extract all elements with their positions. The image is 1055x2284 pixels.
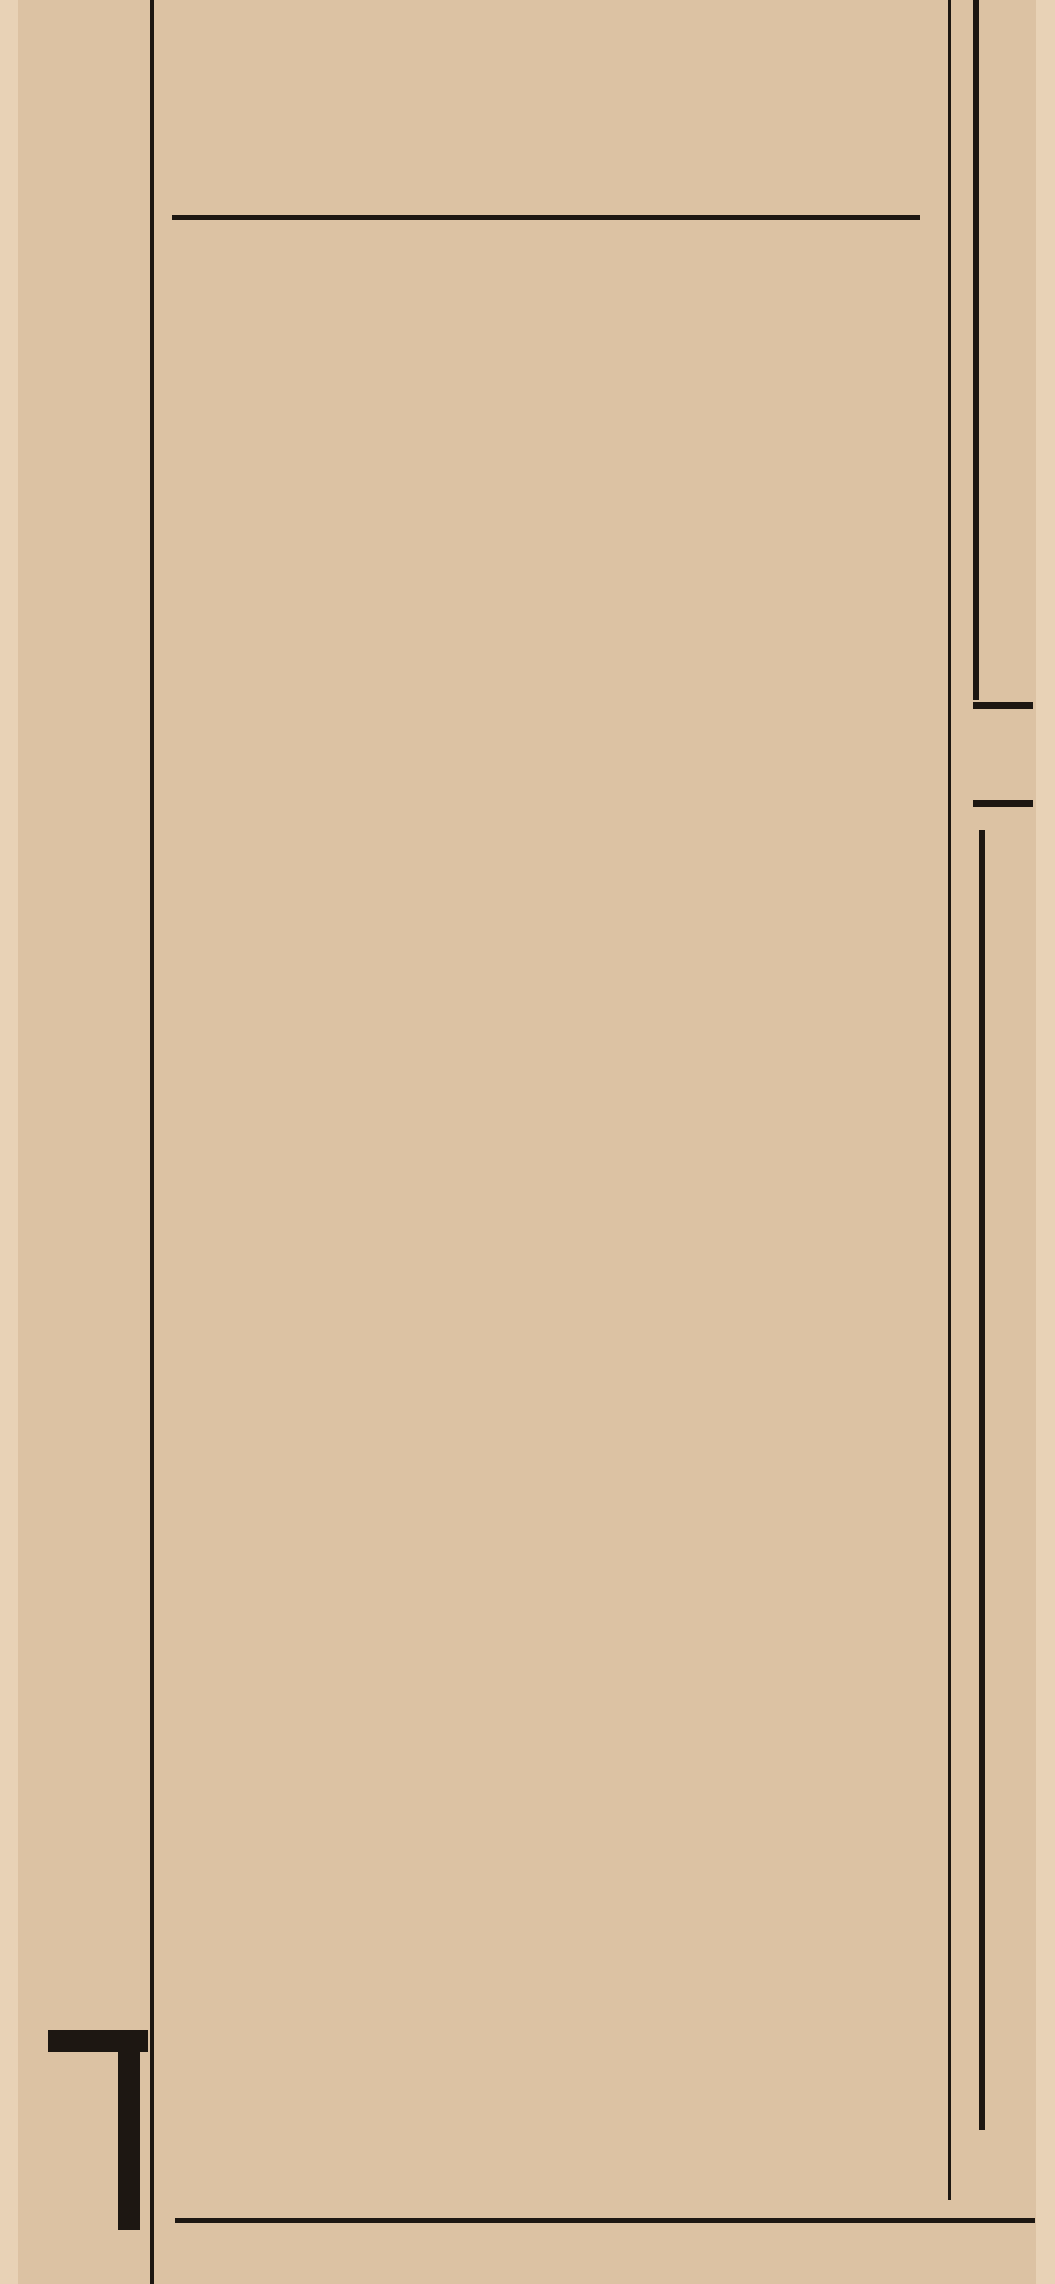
bottom-divider <box>175 2218 1035 2223</box>
ink-block-vertical <box>118 2040 140 2230</box>
left-column-fragments <box>18 0 138 2284</box>
column-rule-left <box>150 0 154 2284</box>
right-bar-tick-1 <box>973 702 1033 709</box>
right-bar-top <box>973 0 979 700</box>
newspaper-clipping <box>18 0 1036 2284</box>
right-bar-bottom <box>979 830 985 2130</box>
column-rule-right <box>948 0 951 2200</box>
right-bar-tick-2 <box>973 800 1033 807</box>
right-column <box>965 0 1035 2284</box>
section-divider <box>172 215 920 220</box>
